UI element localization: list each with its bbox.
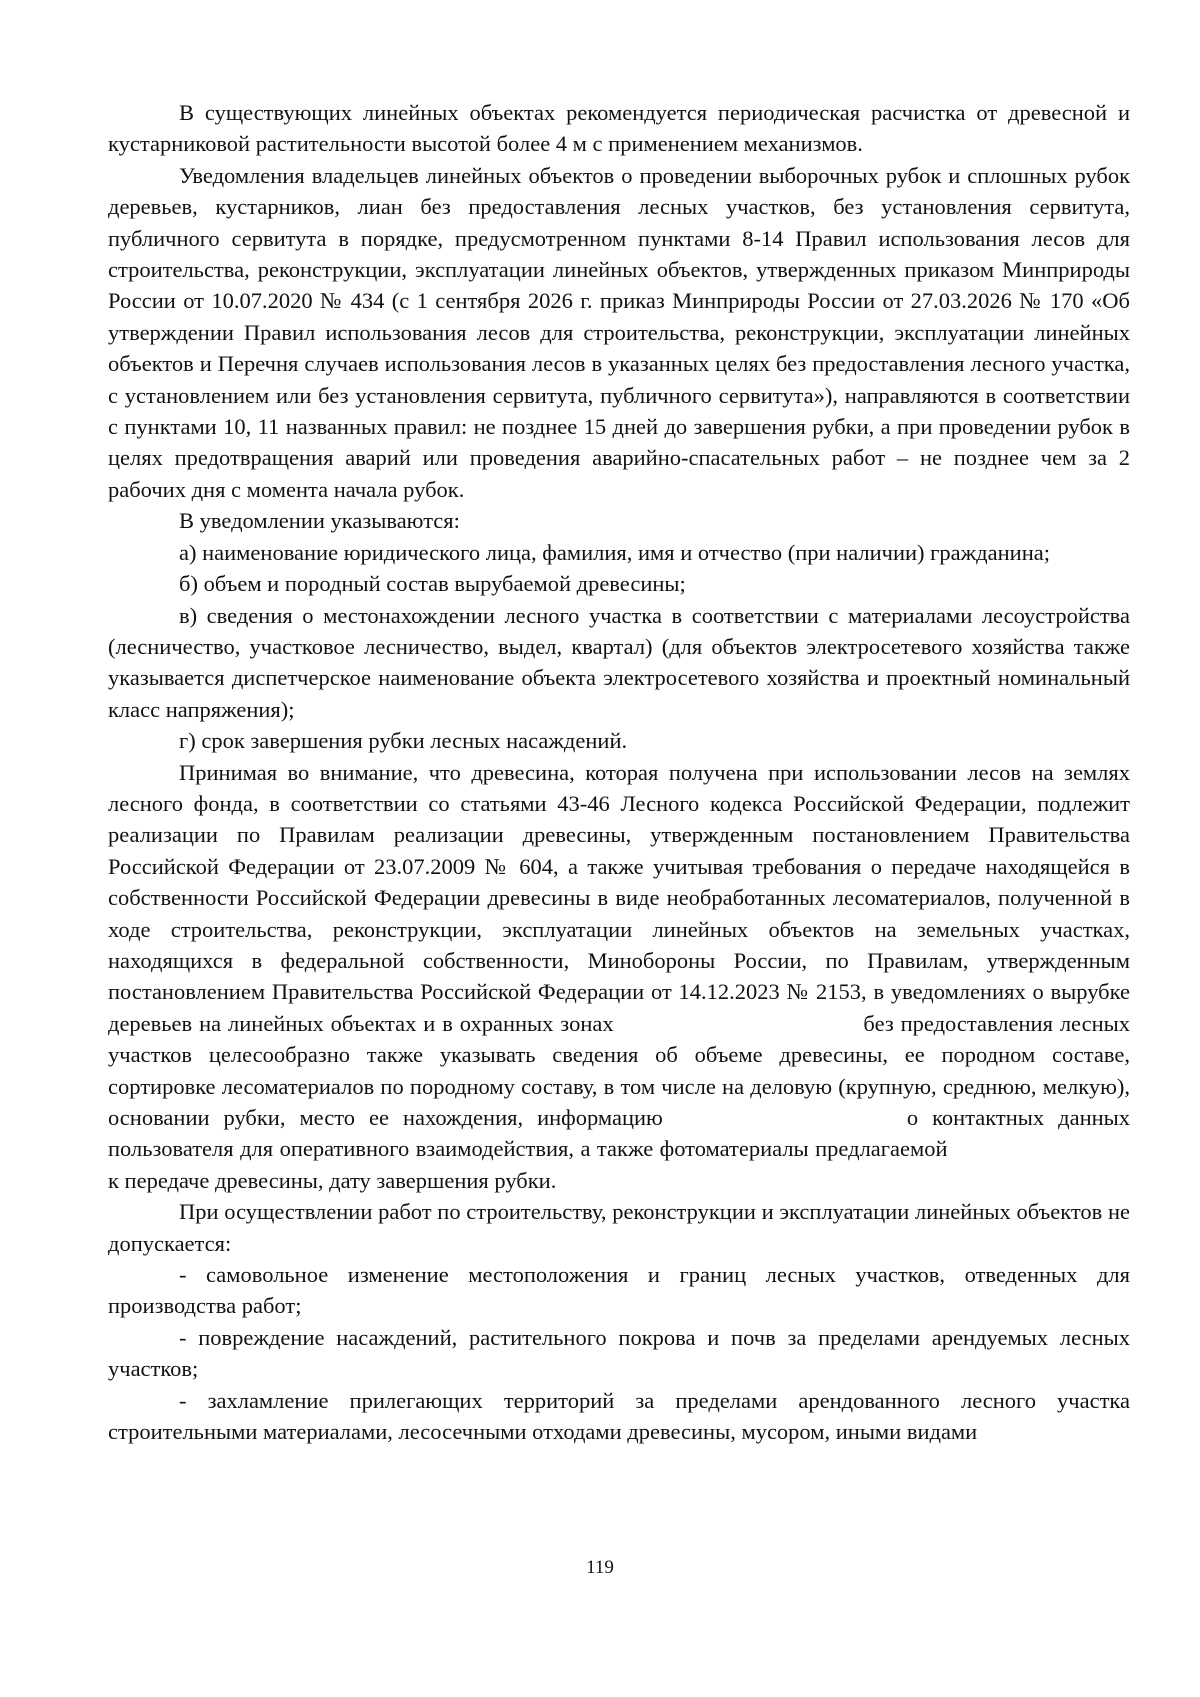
paragraph-restrictions-intro: При осуществлении работ по строительству, реконструкции и эксплуатации линейных объектов не допускается:: [108, 1199, 1130, 1256]
paragraph-clearing: В существующих линейных объектах рекомендуется периодическая расчистка от древесной и кустарниковой растительности высотой более 4 м с применением механизмов.: [108, 100, 1130, 157]
list-item-b: б) объем и породный состав вырубаемой древесины;: [179, 571, 686, 597]
wood-paragraph-part1: Принимая во внимание, что древесина, которая получена при использовании лесов на землях лесного фонда, в соответствии со статьями 43-46 Лесного кодекса Российской Федерации, подлежит реализации по Правилам реализации древесины, утвержденным постановлением Правительства Российской Федерации от 23.07.2009 № 604, а также учитывая требования о передаче находящейся в собственности Российской Федерации древесины в виде необработанных лесоматериалов, полученной в ходе строительства, реконструкции, эксплуатации линейных объектов на земельных участках, находящихся в федеральной собственности, Минобороны России, по Правилам, утвержденным постановлением Правительства Российской Федерации от 14.12.2023 № 2153, в уведомлениях о вырубке деревьев на линейных объектах и в охранных зонах: [108, 759, 1130, 1036]
paragraph-notifications: Уведомления владельцев линейных объектов о проведении выборочных рубок и сплошных рубок деревьев, кустарников, лиан без предоставления лесных участков, без установления сервитута, публичного сервитута в порядке, предусмотренном пунктами 8-14 Правил использования лесов для строительства, реконструкции, эксплуатации линейных объектов, утвержденных приказом Минприроды России от 10.07.2020 № 434 (с 1 сентября 2026 г. приказ Минприроды России от 27.03.2026 № 170 «Об утверждении Правил использования лесов для строительства, реконструкции, эксплуатации линейных объектов и Перечня случаев использования лесов в указанных целях без предоставления лесного участка, с установлением или без установления сервитута, публичного сервитута»), направляются в соответствии с пунктами 10, 11 названных правил: не позднее 15 дней до завершения рубки, а при проведении рубок в целях предотвращения аварий или проведения аварийно-спасательных работ – не позднее чем за 2 рабочих дня с момента начала рубок.: [108, 162, 1130, 502]
list-item-d: г) срок завершения рубки лесных насаждений.: [179, 728, 628, 754]
wood-paragraph-part4: к передаче древесины, дату завершения рубки.: [108, 1167, 557, 1193]
page-number: 119: [586, 1557, 614, 1578]
list-item-a: а) наименование юридического лица, фамилия, имя и отчество (при наличии) гражданина;: [179, 539, 1050, 565]
restriction-item: - самовольное изменение местоположения и границ лесных участков, отведенных для производства работ;: [108, 1262, 1130, 1319]
paragraph-notification-contents: В уведомлении указываются:: [179, 508, 460, 534]
document-body: [108, 97, 1130, 1447]
list-item-c: в) сведения о местонахождении лесного участка в соответствии с материалами лесоустройства (лесничество, участковое лесничество, выдел, квартал) (для объектов электросетевого хозяйства также указывается диспетчерское наименование объекта электросетевого хозяйства и проектный номинальный класс напряжения);: [108, 602, 1130, 722]
restriction-item: - повреждение насаждений, растительного покрова и почв за пределами арендуемых лесных участков;: [108, 1324, 1130, 1382]
restriction-item: - захламление прилегающих территорий за пределами арендованного лесного участка строительными материалами, лесосечными отходами древесины, мусором, иными видами: [108, 1387, 1130, 1445]
paragraph-wood-disposal: [108, 757, 1130, 1197]
wood-paragraph-part2: без предоставления лесных участков целесообразно также указывать сведения об объеме древесины, ее породном составе, сортировке лесоматериалов по породному составу, в том числе на деловую (крупную, среднюю, мелкую), основании рубки, место ее нахождения, информацию: [108, 1010, 1130, 1130]
wood-paragraph-part3: о контактных данных пользователя для оперативного взаимодействия, а также фотоматериалы предлагаемой: [108, 1105, 1131, 1162]
